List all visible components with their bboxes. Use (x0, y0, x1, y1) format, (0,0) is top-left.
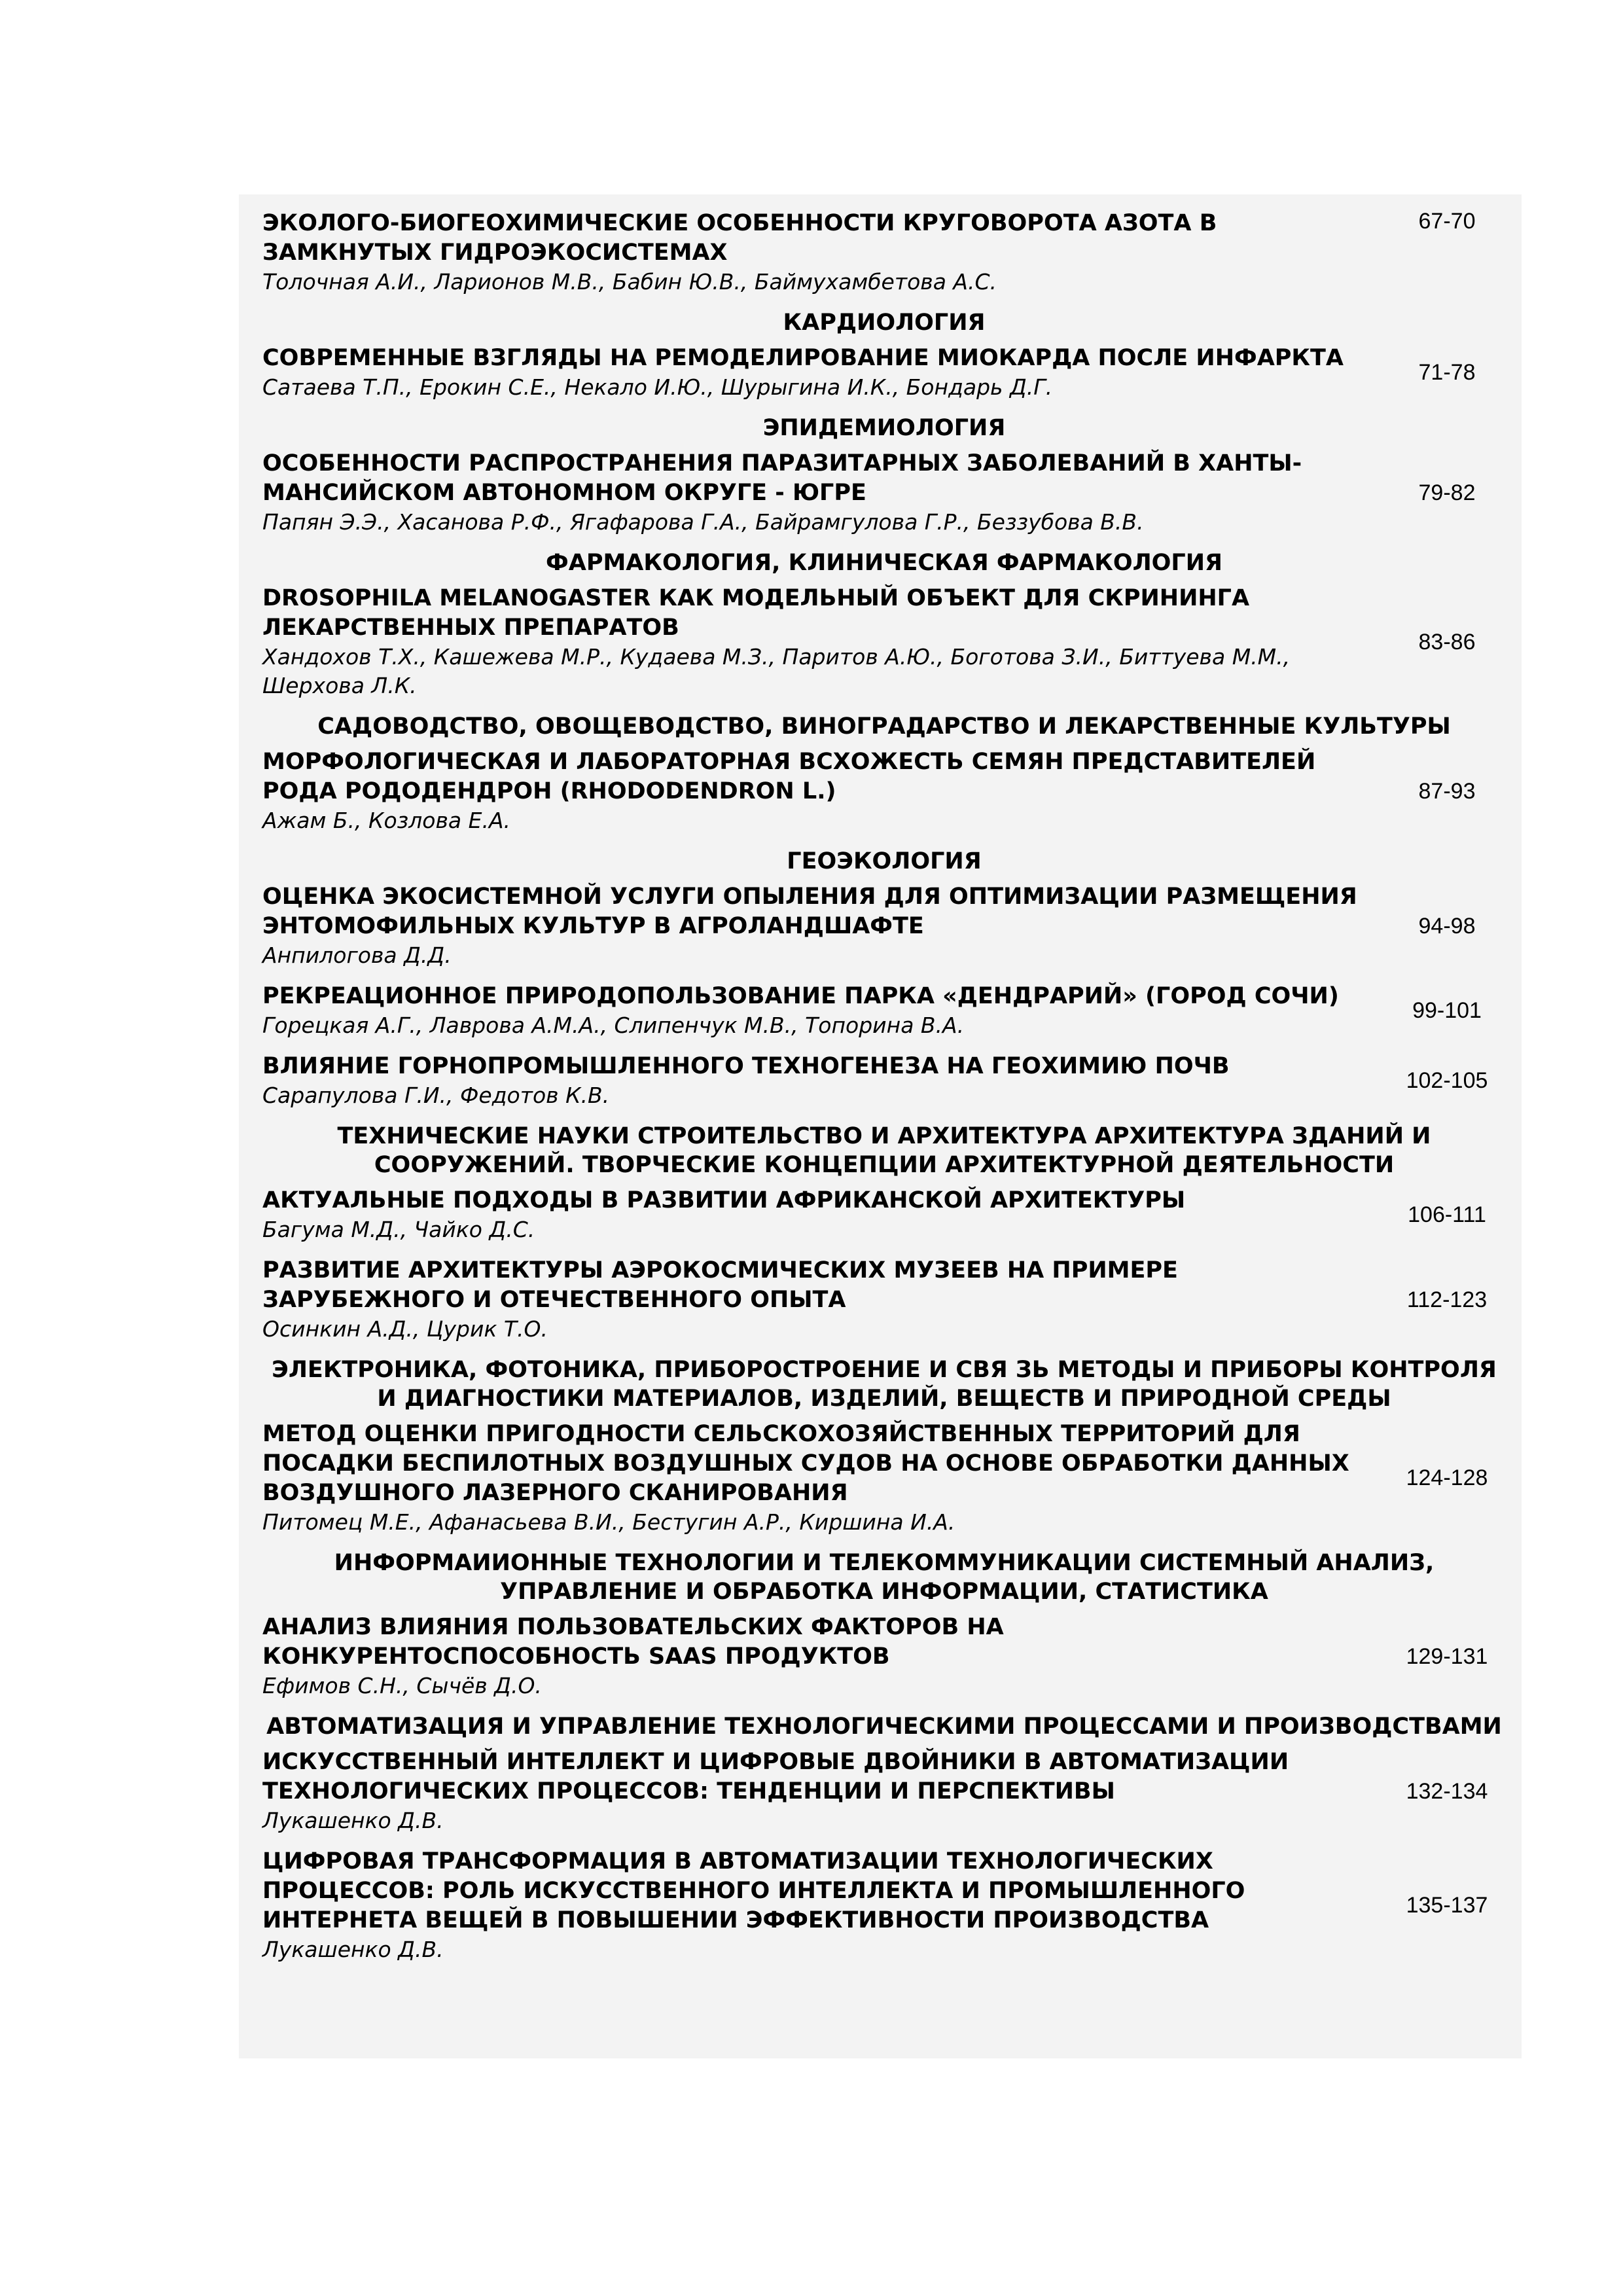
section-heading: ЭПИДЕМИОЛОГИЯ (762, 415, 1006, 441)
entry-text (262, 982, 1388, 1040)
article-title: СОВРЕМЕННЫЕ ВЗГЛЯДЫ НА РЕМОДЕЛИРОВАНИЕ МИОКАРДА ПОСЛЕ ИНФАРКТА (262, 345, 1344, 371)
article-authors: Питомец М.Е., Афанасьева В.И., Бестугин А.Р., Киршина И.А. (262, 1509, 955, 1535)
article-authors: Сарапулова Г.И., Федотов К.В. (262, 1083, 610, 1108)
entry-text (262, 584, 1388, 700)
page-range: 135-137 (1406, 1893, 1488, 1918)
article-title: РЕКРЕАЦИОННОЕ ПРИРОДОПОЛЬЗОВАНИЕ ПАРКА «ДЕНДРАРИЙ» (ГОРОД СОЧИ) (262, 983, 1339, 1009)
page-range: 87-93 (1418, 778, 1476, 804)
entry-text (262, 449, 1388, 537)
toc-entry (262, 1613, 1506, 1700)
toc-entry (262, 1052, 1506, 1110)
article-title: ВЛИЯНИЕ ГОРНОПРОМЫШЛЕННОГО ТЕХНОГЕНЕЗА НА ГЕОХИМИЮ ПОЧВ (262, 1053, 1230, 1079)
article-authors: Осинкин А.Д., Цурик Т.О. (262, 1316, 548, 1342)
article-authors: Багума М.Д., Чайко Д.С. (262, 1217, 535, 1242)
article-authors: Хандохов Т.Х., Кашежева М.Р., Кудаева М.З., Паритов А.Ю., Боготова З.И., Биттуева М.М., Шерхова Л.К. (262, 644, 1291, 698)
toc-entry (262, 882, 1506, 970)
page-range: 106-111 (1408, 1202, 1486, 1227)
page-range: 99-101 (1412, 998, 1482, 1023)
article-title: АКТУАЛЬНЫЕ ПОДХОДЫ В РАЗВИТИИ АФРИКАНСКОЙ АРХИТЕКТУРЫ (262, 1187, 1186, 1213)
page-range: 129-131 (1406, 1643, 1488, 1669)
article-authors: Горецкая А.Г., Лаврова А.М.А., Слипенчук М.В., Топорина В.А. (262, 1013, 965, 1038)
article-authors: Ефимов С.Н., Сычёв Д.О. (262, 1673, 542, 1698)
entry-text (262, 1186, 1388, 1244)
article-authors: Лукашенко Д.В. (262, 1808, 444, 1833)
article-authors: Папян Э.Э., Хасанова Р.Ф., Ягафарова Г.А., Байрамгулова Г.Р., Беззубова В.В. (262, 509, 1144, 535)
page-range: 124-128 (1406, 1465, 1488, 1490)
page-range: 132-134 (1406, 1778, 1488, 1804)
page-range: 102-105 (1406, 1068, 1488, 1093)
toc-entry (262, 1847, 1506, 1964)
page-range: 83-86 (1418, 629, 1476, 655)
article-authors: Ажам Б., Козлова Е.А. (262, 808, 511, 833)
entry-text (262, 344, 1388, 402)
page-range: 79-82 (1418, 480, 1476, 505)
section-heading: ФАРМАКОЛОГИЯ, КЛИНИЧЕСКАЯ ФАРМАКОЛОГИЯ (546, 550, 1222, 576)
table-of-contents (239, 194, 1522, 2058)
article-authors: Сатаева Т.П., Ерокин С.Е., Некало И.Ю., Шурыгина И.К., Бондарь Д.Г. (262, 374, 1053, 400)
article-authors: Лукашенко Д.В. (262, 1937, 444, 1962)
toc-entry (262, 344, 1506, 402)
article-authors: Толочная А.И., Ларионов М.В., Бабин Ю.В., Баймухамбетова А.С. (262, 269, 997, 295)
entry-text (262, 1052, 1388, 1110)
page-range: 112-123 (1406, 1287, 1488, 1312)
toc-entry (262, 584, 1506, 700)
section-heading: ГЕОЭКОЛОГИЯ (787, 848, 982, 874)
section-heading: САДОВОДСТВО, ОВОЩЕВОДСТВО, ВИНОГРАДАРСТВО И ЛЕКАРСТВЕННЫЕ КУЛЬТУРЫ (317, 713, 1451, 740)
article-title: РАЗВИТИЕ АРХИТЕКТУРЫ АЭРОКОСМИЧЕСКИХ МУЗЕЕВ НА ПРИМЕРЕ ЗАРУБЕЖНОГО И ОТЕЧЕСТВЕННОГО ОПЫТА (262, 1257, 1178, 1313)
entry-text (262, 1613, 1388, 1700)
article-title: ЭКОЛОГО-БИОГЕОХИМИЧЕСКИЕ ОСОБЕННОСТИ КРУГОВОРОТА АЗОТА В ЗАМКНУТЫХ ГИДРОЭКОСИСТЕМАХ (262, 210, 1217, 266)
toc-entry (262, 1420, 1506, 1537)
entry-text (262, 1256, 1388, 1344)
toc-entry (262, 982, 1506, 1040)
toc-entry (262, 1748, 1506, 1835)
section-heading: ИНФОРМАИИОННЫЕ ТЕХНОЛОГИИ И ТЕЛЕКОММУНИКАЦИИ СИСТЕМНЫЙ АНАЛИЗ, УПРАВЛЕНИЕ И ОБРАБОТКА ИНФОРМАЦИИ, СТАТИСТИКА (334, 1550, 1435, 1605)
entry-text (262, 882, 1388, 970)
entry-text (262, 209, 1388, 296)
article-title: МЕТОД ОЦЕНКИ ПРИГОДНОСТИ СЕЛЬСКОХОЗЯЙСТВЕННЫХ ТЕРРИТОРИЙ ДЛЯ ПОСАДКИ БЕСПИЛОТНЫХ ВОЗДУШНЫХ СУДОВ НА ОСНОВЕ ОБРАБОТКИ ДАННЫХ ВОЗДУШНОГО ЛАЗЕРНОГО СКАНИРОВАНИЯ (262, 1421, 1349, 1506)
toc-entry (262, 449, 1506, 537)
toc-entry (262, 747, 1506, 835)
entry-text (262, 1748, 1388, 1835)
article-title: ОЦЕНКА ЭКОСИСТЕМНОЙ УСЛУГИ ОПЫЛЕНИЯ ДЛЯ ОПТИМИЗАЦИИ РАЗМЕЩЕНИЯ ЭНТОМОФИЛЬНЫХ КУЛЬТУР В АГРОЛАНДШАФТЕ (262, 884, 1357, 939)
page-range: 71-78 (1418, 360, 1476, 385)
article-title: АНАЛИЗ ВЛИЯНИЯ ПОЛЬЗОВАТЕЛЬСКИХ ФАКТОРОВ НА КОНКУРЕНТОСПОСОБНОСТЬ SAAS ПРОДУКТОВ (262, 1614, 1004, 1670)
article-title: DROSOPHILA MELANOGASTER КАК МОДЕЛЬНЫЙ ОБЪЕКТ ДЛЯ СКРИНИНГА ЛЕКАРСТВЕННЫХ ПРЕПАРАТОВ (262, 585, 1250, 641)
entry-text (262, 1847, 1388, 1964)
article-authors: Анпилогова Д.Д. (262, 942, 452, 968)
toc-entry (262, 1186, 1506, 1244)
article-title: ИСКУССТВЕННЫЙ ИНТЕЛЛЕКТ И ЦИФРОВЫЕ ДВОЙНИКИ В АВТОМАТИЗАЦИИ ТЕХНОЛОГИЧЕСКИХ ПРОЦЕССОВ: ТЕНДЕНЦИИ И ПЕРСПЕКТИВЫ (262, 1749, 1289, 1804)
section-heading: АВТОМАТИЗАЦИЯ И УПРАВЛЕНИЕ ТЕХНОЛОГИЧЕСКИМИ ПРОЦЕССАМИ И ПРОИЗВОДСТВАМИ (266, 1713, 1502, 1740)
entry-text (262, 1420, 1388, 1537)
entry-text (262, 747, 1388, 835)
section-heading: ТЕХНИЧЕСКИЕ НАУКИ СТРОИТЕЛЬСТВО И АРХИТЕКТУРА АРХИТЕКТУРА ЗДАНИЙ И СООРУЖЕНИЙ. ТВОРЧЕСКИЕ КОНЦЕПЦИИ АРХИТЕКТУРНОЙ ДЕЯТЕЛЬНОСТИ (337, 1123, 1431, 1178)
article-title: ОСОБЕННОСТИ РАСПРОСТРАНЕНИЯ ПАРАЗИТАРНЫХ ЗАБОЛЕВАНИЙ В ХАНТЫ-МАНСИЙСКОМ АВТОНОМНОМ ОКРУГЕ - ЮГРЕ (262, 450, 1302, 506)
toc-entry (262, 209, 1506, 296)
page-range: 67-70 (1418, 209, 1476, 234)
section-heading: ЭЛЕКТРОНИКА, ФОТОНИКА, ПРИБОРОСТРОЕНИЕ И СВЯ ЗЬ МЕТОДЫ И ПРИБОРЫ КОНТРОЛЯ И ДИАГНОСТИКИ МАТЕРИАЛОВ, ИЗДЕЛИЙ, ВЕЩЕСТВ И ПРИРОДНОЙ СРЕДЫ (272, 1357, 1497, 1412)
article-title: ЦИФРОВАЯ ТРАНСФОРМАЦИЯ В АВТОМАТИЗАЦИИ ТЕХНОЛОГИЧЕСКИХ ПРОЦЕССОВ: РОЛЬ ИСКУССТВЕННОГО ИНТЕЛЛЕКТА И ПРОМЫШЛЕННОГО ИНТЕРНЕТА ВЕЩЕЙ В ПОВЫШЕНИИ ЭФФЕКТИВНОСТИ ПРОИЗВОДСТВА (262, 1848, 1245, 1933)
page-range: 94-98 (1418, 913, 1476, 939)
section-heading: КАРДИОЛОГИЯ (783, 310, 986, 336)
article-title: МОРФОЛОГИЧЕСКАЯ И ЛАБОРАТОРНАЯ ВСХОЖЕСТЬ СЕМЯН ПРЕДСТАВИТЕЛЕЙ РОДА РОДОДЕНДРОН (RHODODENDRON L.) (262, 749, 1316, 804)
toc-entry (262, 1256, 1506, 1344)
